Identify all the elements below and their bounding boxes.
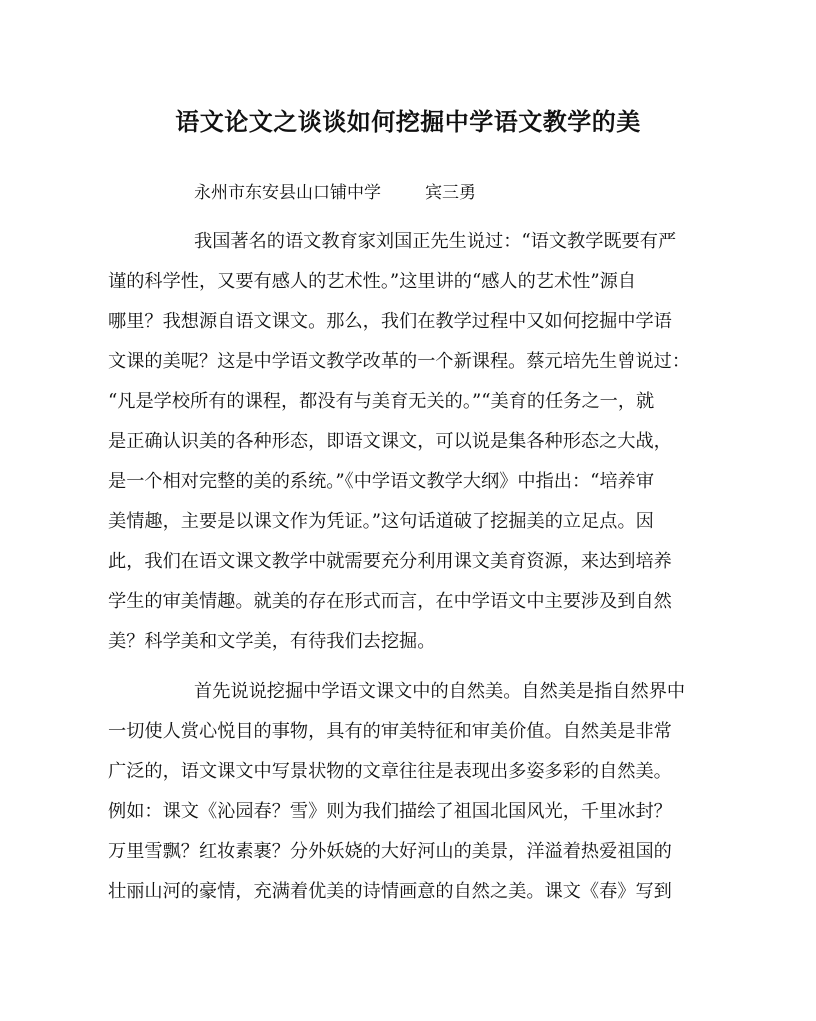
paragraph-2-line-4: 例如：课文《沁园春？雪》则为我们描绘了祖国北国风光，千里冰封？	[108, 801, 672, 822]
paragraph-1-line-6: 是正确认识美的各种形态，即语文课文，可以说是集各种形态之大战，	[108, 431, 672, 452]
byline	[194, 178, 476, 208]
paragraph-2-line-3: 广泛的，语文课文中写景状物的文章往往是表现出多姿多彩的自然美。	[108, 761, 672, 782]
paragraph-1-line-2: 谨的科学性，又要有感人的艺术性。”这里讲的“感人的艺术性”源自	[108, 271, 637, 292]
byline-school: 永州市东安县山口铺中学	[194, 183, 381, 203]
paragraph-2-line-5: 万里雪飘？红妆素裹？分外妖娆的大好河山的美景，洋溢着热爱祖国的	[108, 841, 672, 862]
paragraph-2-line-6: 壮丽山河的豪情，充满着优美的诗情画意的自然之美。课文《春》写到	[108, 881, 672, 902]
paragraph-1-line-3: 哪里？我想源自语文课文。那么，我们在教学过程中又如何挖掘中学语	[108, 311, 672, 332]
paragraph-1-line-7: 是一个相对完整的美的系统。”《中学语文教学大纲》中指出：“培养审	[108, 471, 655, 492]
byline-author: 宾三勇	[425, 183, 476, 203]
paragraph-2-line-1: 首先说说挖掘中学语文课文中的自然美。自然美是指自然界中	[194, 681, 686, 702]
paragraph-1-line-9: 此，我们在语文课文教学中就需要充分利用课文美育资源，来达到培养	[108, 551, 672, 572]
paragraph-1-line-8: 美情趣，主要是以课文作为凭证。”这句话道破了挖掘美的立足点。因	[108, 511, 654, 532]
document-title: 语文论文之谈谈如何挖掘中学语文教学的美	[175, 107, 641, 136]
paragraph-1-line-10: 学生的审美情趣。就美的存在形式而言，在中学语文中主要涉及到自然	[108, 591, 672, 612]
paragraph-1-line-11: 美？科学美和文学美，有待我们去挖掘。	[108, 631, 436, 652]
paragraph-1-line-4: 文课的美呢？这是中学语文教学改革的一个新课程。蔡元培先生曾说过：	[108, 351, 691, 372]
paragraph-1-line-5: “凡是学校所有的课程，都没有与美育无关的。”“美育的任务之一，就	[108, 391, 655, 412]
paragraph-1-line-1: 我国著名的语文教育家刘国正先生说过：“语文教学既要有严	[194, 231, 677, 252]
paragraph-2-line-2: 一切使人赏心悦目的事物，具有的审美特征和审美价值。自然美是非常	[108, 721, 672, 742]
